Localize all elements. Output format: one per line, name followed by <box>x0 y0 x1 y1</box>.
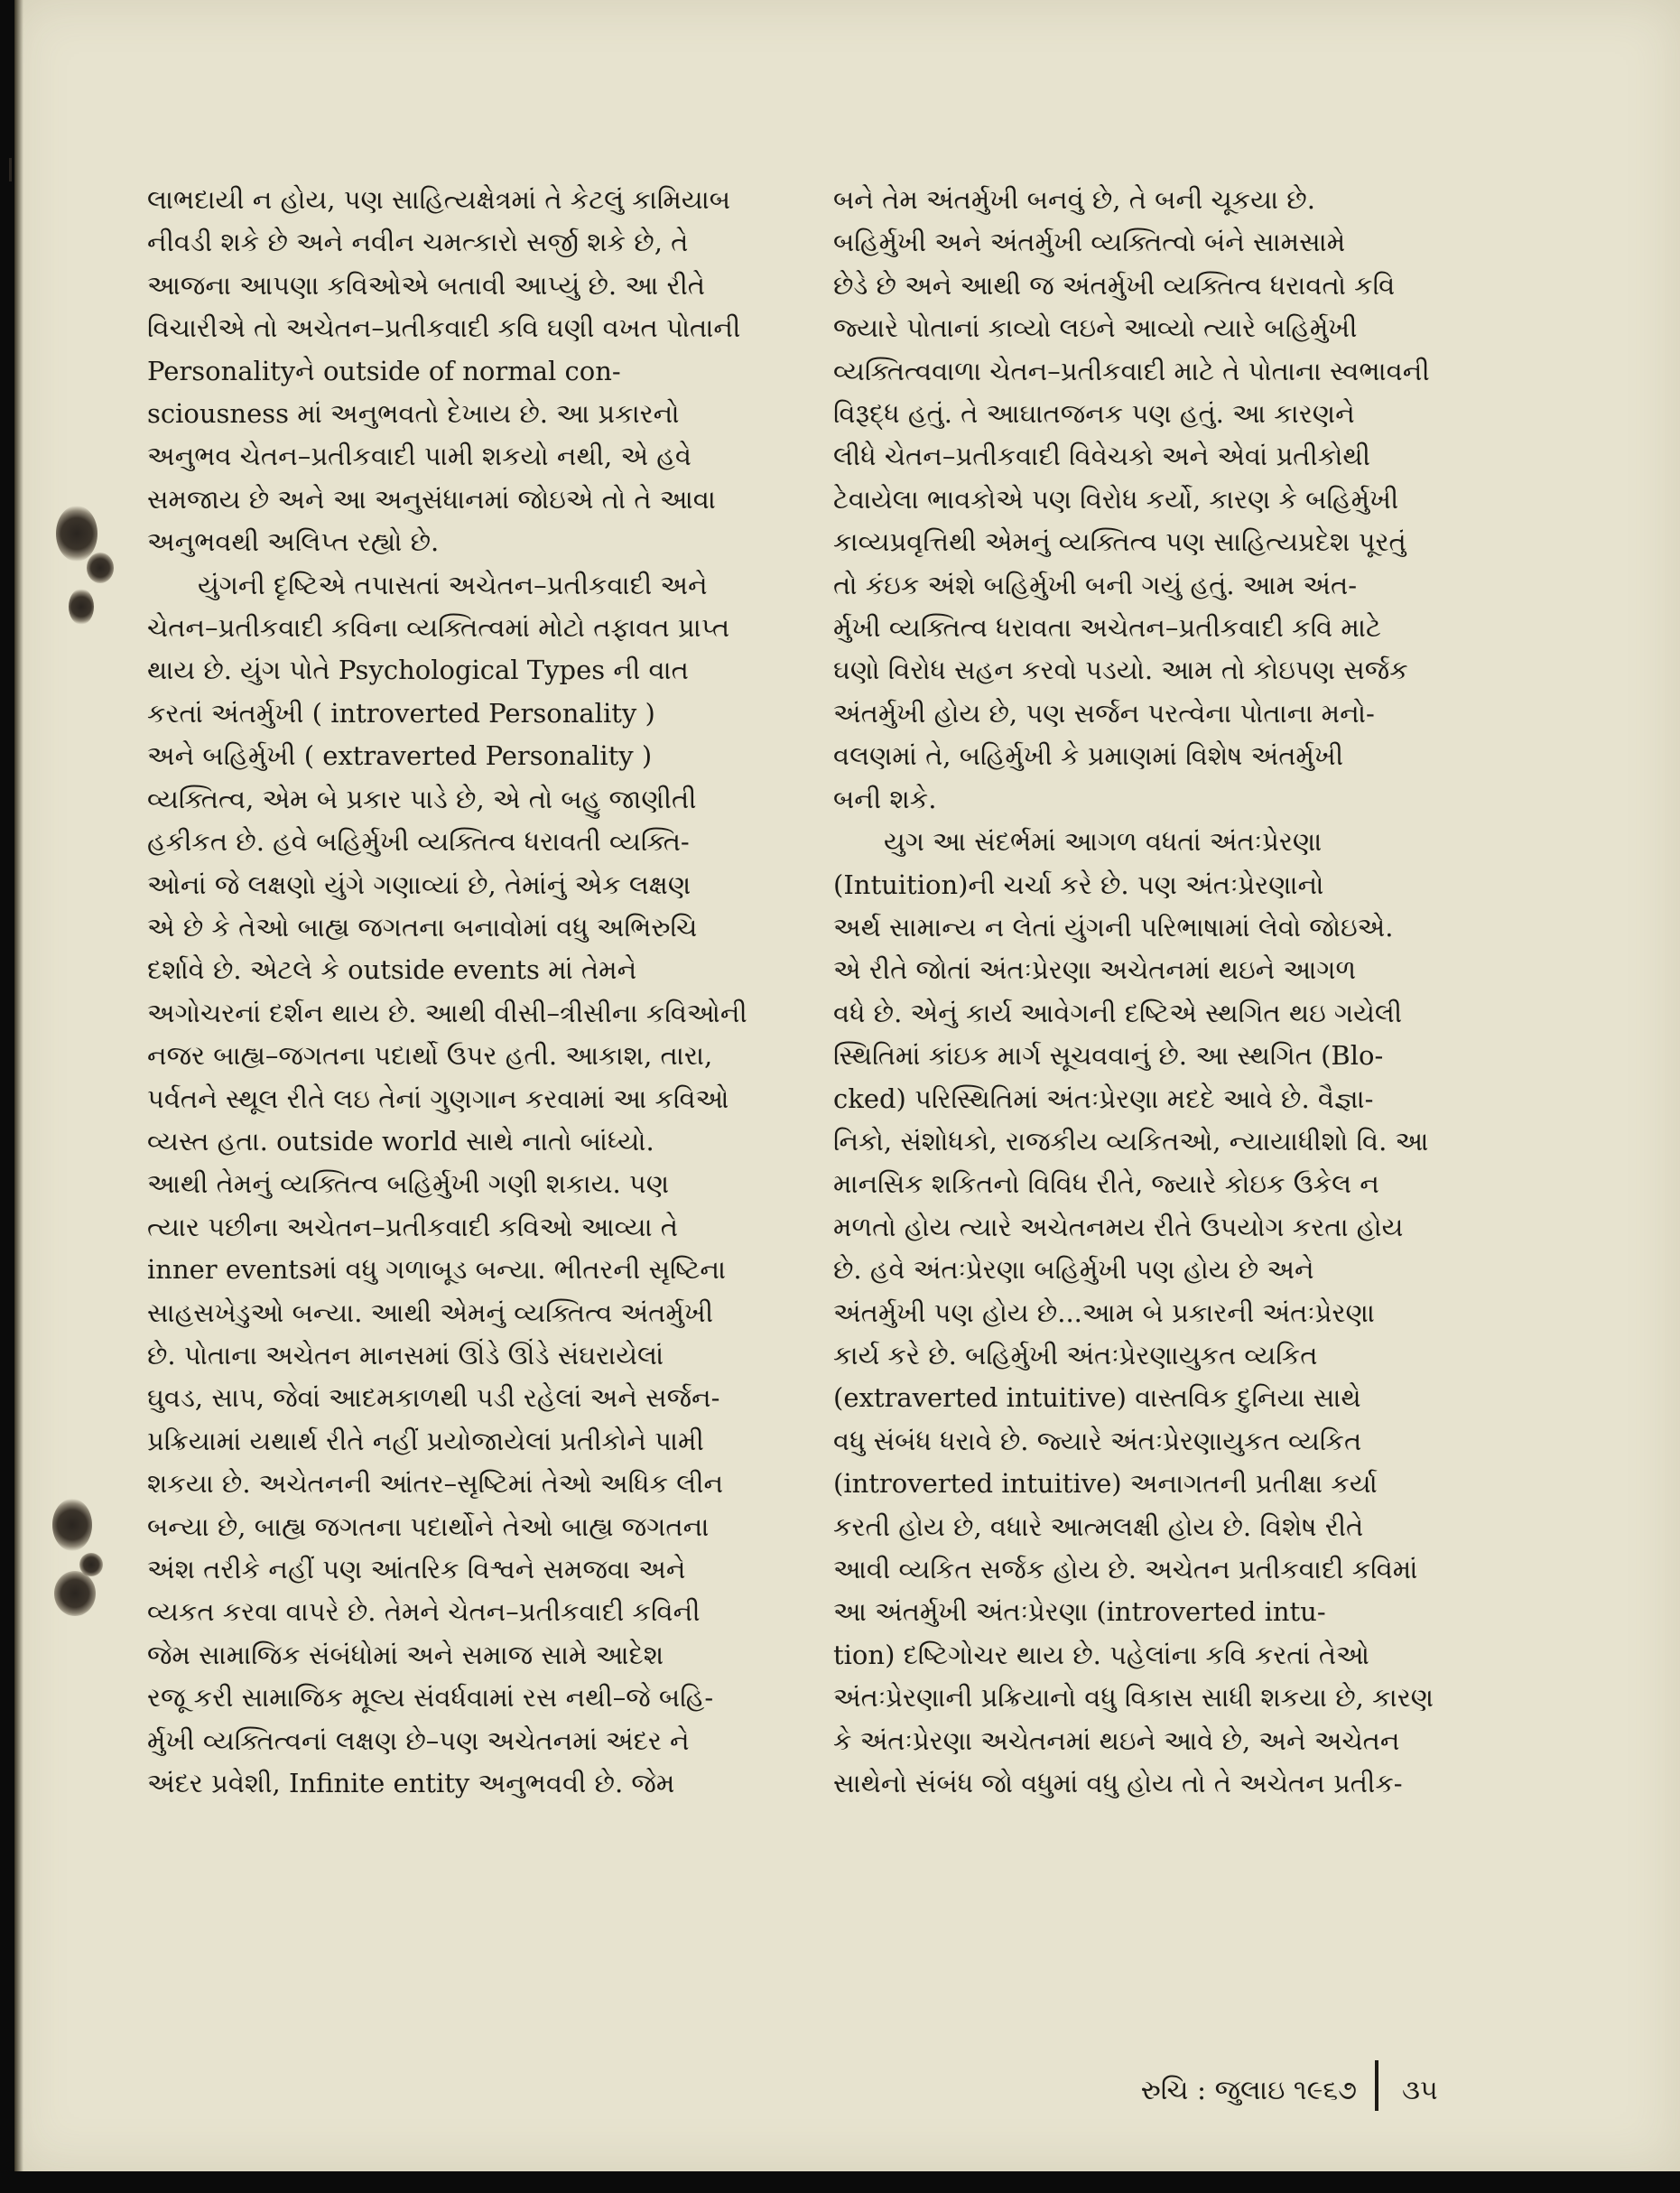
paragraph: યુંગની દૃષ્ટિએ તપાસતાં અચેતન–પ્રતીકવાદી અને ચેતન–પ્રતીકવાદી કવિના વ્યક્તિત્વમાં મોટો તફાવત પ્રાપ્ત થાય છે. યુંગ પોતે Psychological Types ની વાત કરતાં અંતર્મુખી ( introverted Personality ) અને બહિર્મુખી ( extraverted Personality ) વ્યક્તિત્વ, એમ બે પ્રકાર પાડે છે, એ તો બહુ જાણીતી હકીકત છે. હવે બહિર્મુખી વ્યક્તિત્વ ધરાવતી વ્યક્તિ- ઓનાં જે લક્ષણો યુંગે ગણાવ્યાં છે, તેમાંનું એક લક્ષણ એ છે કે તેઓ બાહ્ય જગતના બનાવોમાં વધુ અભિરુચિ દર્શાવે છે. એટલે કે outside events માં તેમને અગોચરનાં દર્શન થાય છે. આથી વીસી–ત્રીસીના કવિઓની નજર બાહ્ય–જગતના પદાર્થો ઉપર હતી. આકાશ, તારા, પર્વતને સ્થૂલ રીતે લઇ તેનાં ગુણગાન કરવામાં આ કવિઓ વ્યસ્ત હતા. outside world સાથે નાતો બાંધ્યો. આથી તેમનું વ્યક્તિત્વ બહિર્મુખી ગણી શકાય. પણ ત્યાર પછીના અચેતન–પ્રતીકવાદી કવિઓ આવ્યા તે inner eventsમાં વધુ ગળાબૂડ બન્યા. ભીતરની સૃષ્ટિના સાહસખેડુઓ બન્યા. આથી એમનું વ્યક્તિત્વ અંતર્મુખી છે. પોતાના અચેતન માનસમાં ઊંડે ઊંડે સંઘરાયેલાં ઘુવડ, સાપ, જેવાં આદમકાળથી પડી રહેલાં અને સર્જન- પ્રક્રિયામાં યથાર્થ રીતે નહીં પ્રયોજાયેલાં પ્રતીકોને પામી શકયા છે. અચેતનની આંતર–સૃષ્ટિમાં તેઓ અધિક લીન બન્યા છે, બાહ્ય જગતના પદાર્થોને તેઓ બાહ્ય જગતના અંશ તરીકે નહીં પણ આંતરિક વિશ્વને સમજવા અને વ્યકત કરવા વાપરે છે. તેમને ચેતન–પ્રતીકવાદી કવિની જેમ સામાજિક સંબંધોમાં અને સમાજ સામે આદેશ રજૂ કરી સામાજિક મૂલ્ય સંવર્ધવામાં રસ નથી–જે બહિ- ર્મુખી વ્યક્તિત્વનાં લક્ષણ છે–પણ અચેતનમાં અંદર ને અંદર પ્રવેશી, Infinite entity અનુભવવી છે. જેમ <box>147 569 747 1799</box>
paragraph: લાભદાયી ન હોય, પણ સાહિત્યક્ષેત્રમાં તે કેટલું કામિયાબ નીવડી શકે છે અને નવીન ચમત્કારો સર્જી શકે છે, તે આજના આપણા કવિઓએ બતાવી આપ્યું છે. આ રીતે વિચારીએ તો અચેતન–પ્રતીકવાદી કવિ ઘણી વખત પોતાની Personalityને outside of normal con- sciousness માં અનુભવતો દેખાય છે. આ પ્રકારનો અનુભવ ચેતન–પ્રતીકવાદી પામી શકયો નથી, એ હવે સમજાય છે અને આ અનુસંધાનમાં જોઇએ તો તે આવા અનુભવથી અલિપ્ત રહ્યો છે. <box>147 184 741 558</box>
footer-divider <box>1375 2060 1378 2111</box>
ink-blot <box>87 553 114 583</box>
ink-blot <box>54 1571 96 1616</box>
ink-blot <box>56 506 97 562</box>
page-footer <box>1079 2060 1458 2111</box>
paragraph: યુગ આ સંદર્ભમાં આગળ વધતાં અંતઃપ્રેરણા (Intuition)ની ચર્ચા કરે છે. પણ અંતઃપ્રેરણાનો અર્થ સામાન્ય ન લેતાં યુંગની પરિભાષામાં લેવો જોઇએ. એ રીતે જોતાં અંતઃપ્રેરણા અચેતનમાં થઇને આગળ વધે છે. એનું કાર્ય આવેગની દષ્ટિએ સ્થગિત થઇ ગયેલી સ્થિતિમાં કાંઇક માર્ગ સૂચવવાનું છે. આ સ્થગિત (Blo- cked) પરિસ્થિતિમાં અંતઃપ્રેરણા મદદે આવે છે. વૈજ્ઞા- નિકો, સંશોધકો, રાજકીય વ્યકિતઓ, ન્યાયાધીશો વિ. આ માનસિક શકિતનો વિવિધ રીતે, જ્યારે કોઇક ઉકેલ ન મળતો હોય ત્યારે અચેતનમય રીતે ઉપયોગ કરતા હોય છે. હવે અંતઃપ્રેરણા બહિર્મુખી પણ હોય છે અને અંતર્મુખી પણ હોય છે...આમ બે પ્રકારની અંતઃપ્રેરણા કાર્ય કરે છે. બહિર્મુખી અંતઃપ્રેરણાયુકત વ્યકિત (extraverted intuitive) વાસ્તવિક દુનિયા સાથે વધુ સંબંધ ધરાવે છે. જ્યારે અંતઃપ્રેરણાયુકત વ્યકિત (introverted intuitive) અનાગતની પ્રતીક્ષા કર્યા કરતી હોય છે, વધારે આત્મલક્ષી હોય છે. વિશેષ રીતે આવી વ્યકિત સર્જક હોય છે. અચેતન પ્રતીકવાદી કવિમાં આ અંતર્મુખી અંતઃપ્રેરણા (introverted intu- tion) દષ્ટિગોચર થાય છે. પહેલાંના કવિ કરતાં તેઓ અંતઃપ્રેરણાની પ્રક્રિયાનો વધુ વિકાસ સાધી શકયા છે, કારણ કે અંતઃપ્રેરણા અચેતનમાં થઇને આવે છે, અને અચેતન સાથેનો સંબંધ જો વધુમાં વધુ હોય તો તે અચેતન પ્રતીક- <box>833 826 1434 1799</box>
left-text-column <box>147 179 779 1805</box>
ink-blot <box>52 1499 92 1551</box>
margin-mark <box>9 158 12 181</box>
journal-name-date: રુચિ : જુલાઇ ૧૯૬૭ <box>1140 2075 1357 2106</box>
right-text-column <box>833 179 1462 1805</box>
paragraph: બને તેમ અંતર્મુખી બનવું છે, તે બની ચૂકયા છે. બહિર્મુખી અને અંતર્મુખી વ્યક્તિત્વો બંને સામસામે છેડે છે અને આથી જ અંતર્મુખી વ્યક્તિત્વ ધરાવતો કવિ જ્યારે પોતાનાં કાવ્યો લઇને આવ્યો ત્યારે બહિર્મુખી વ્યક્તિત્વવાળા ચેતન–પ્રતીકવાદી માટે તે પોતાના સ્વભાવની વિરૂદ્ધ હતું. તે આઘાતજનક પણ હતું. આ કારણને લીધે ચેતન–પ્રતીકવાદી વિવેચકો અને એવાં પ્રતીકોથી ટેવાયેલા ભાવકોએ પણ વિરોધ કર્યો, કારણ કે બહિર્મુખી કાવ્યપ્રવૃત્તિથી એમનું વ્યક્તિત્વ પણ સાહિત્યપ્રદેશ પૂરતું તો કંઇક અંશે બહિર્મુખી બની ગયું હતું. આમ અંત- ર્મુખી વ્યક્તિત્વ ધરાવતા અચેતન–પ્રતીકવાદી કવિ માટે ઘણો વિરોધ સહન કરવો પડયો. આમ તો કોઇપણ સર્જક અંતર્મુખી હોય છે, પણ સર્જન પરત્વેના પોતાના મનો- વલણમાં તે, બહિર્મુખી કે પ્રમાણમાં વિશેષ અંતર્મુખી બની શકે. <box>833 184 1430 814</box>
page-number: ૩૫ <box>1402 2075 1438 2106</box>
page-binding-shadow <box>14 0 23 2171</box>
ink-blot <box>79 1553 103 1576</box>
ink-blot <box>69 589 94 625</box>
